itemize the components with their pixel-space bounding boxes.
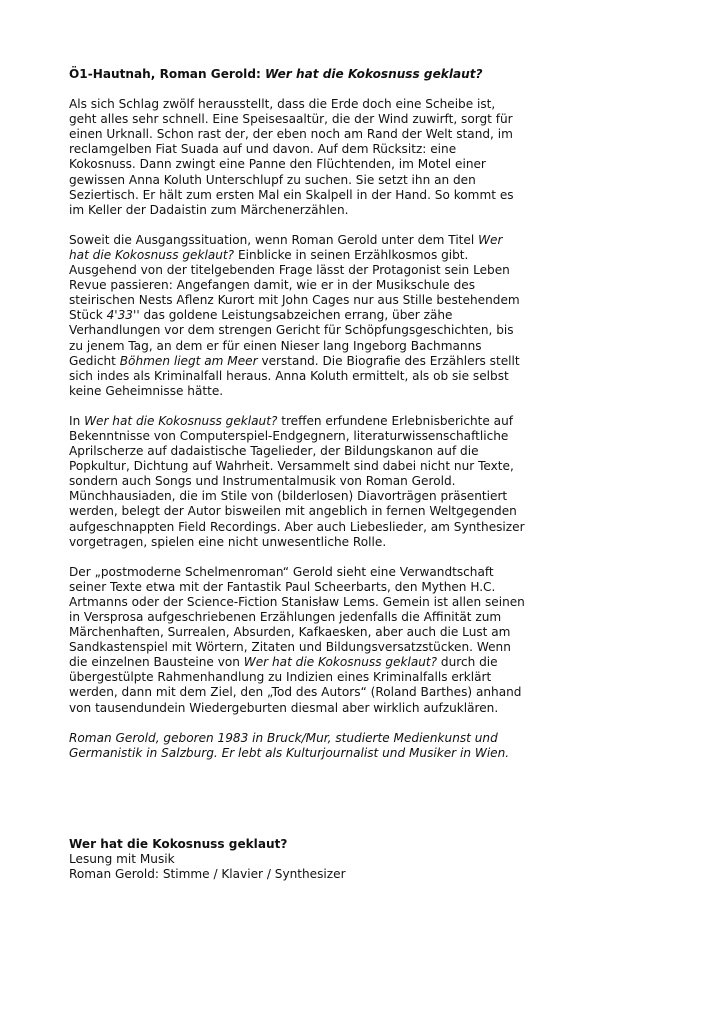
text-run: In [69,413,85,428]
italic-title: 4'33'' [106,308,140,323]
text-run: Der „postmoderne Schelmenroman“ Gerold sieht eine Verwandtschaft seiner Texte etwa mit der Fantastik Paul Scheerbarts, den Mythen H.C. Artmanns oder der Science-Fiction Stanisław Lems. Gemein ist allen seinen in Versprosa aufgeschriebenen Erzählungen jedenfalls die Affinität zum Märchenhaften, Surrealen, Absurden, Kafkaesken, aber auch die Lust am Sandkastenspiel mit Wörtern, Zitaten und Bildungsversatzstücken. Wenn die einzelnen Bausteine von [69,564,525,670]
paragraph-influences [69,565,525,716]
document-heading [69,67,525,82]
text-run: Soweit die Ausgangssituation, wenn Roman Gerold unter dem Titel [69,232,479,247]
heading-title: Wer hat die Kokosnuss geklaut? [265,67,483,81]
event-info [69,837,525,882]
event-credits: Roman Gerold: Stimme / Klavier / Synthesizer [69,867,346,882]
paragraph-situation [69,233,525,399]
text-run: das goldene Leistungsabzeichen errang, über zähe Verhandlungen vor dem strengen Gericht für Schöpfungsgeschichten, bis zu jenem Tag, an dem er für einen Nieser lang Ingeborg Bachmanns Gedicht [69,308,514,368]
italic-title: Wer hat die Kokosnuss geklaut? [69,232,503,262]
italic-title: Wer hat die Kokosnuss geklaut? [84,413,278,428]
italic-title: Böhmen liegt am Meer [119,353,258,368]
text-run: durch die übergestülpte Rahmenhandlung zu Indizien eines Kriminalfalls erklärt werden, dann mit dem Ziel, den „Tod des Autors“ (Roland Barthes) anhand von tausendundein Wiedergeburten diesmal aber wirklich aufzuklären. [69,655,522,715]
heading-prefix: Ö1-Hautnah, Roman Gerold: [69,67,266,81]
author-bio: Roman Gerold, geboren 1983 in Bruck/Mur, studierte Medienkunst und Germanistik in Salzburg. Er lebt als Kulturjournalist und Musiker in Wien. [69,730,510,760]
paragraph-intro: Als sich Schlag zwölf herausstellt, dass die Erde doch eine Scheibe ist, geht alles sehr schnell. Eine Speisesaaltür, die der Wind zuwirft, sorgt für einen Urknall. Schon rast der, der eben noch am Rand der Welt stand, im reclamgelben Fiat Suada auf und davon. Auf dem Rücksitz: eine Kokosnuss. Dann zwingt eine Panne den Flüchtenden, im Motel einer gewissen Anna Koluth Unterschlupf zu suchen. Sie setzt ihn an den Seziertisch. Er hält zum ersten Mal ein Skalpell in der Hand. So kommt es im Keller der Dadaistin zum Märchenerzählen. [69,97,514,217]
event-title: Wer hat die Kokosnuss geklaut? [69,837,288,851]
text-run: Einblicke in seinen Erzählkosmos gibt. Ausgehend von der titelgebenden Frage lässt der Protagonist sein Leben Revue passieren: Angefangen damit, wie er in der Musikschule des steirischen Nests Aflenz Kurort mit John Cages nur aus Stille bestehendem Stück [69,247,520,323]
text-run: treffen erfundene Erlebnisberichte auf Bekenntnisse von Computerspiel-Endgegnern, literaturwissenschaftliche Aprilscherze auf dadaistische Tagelieder, der Bildungskanon auf die Popkultur, Dichtung auf Wahrheit. Versammelt sind dabei nicht nur Texte, sondern auch Songs und Instrumentalmusik von Roman Gerold. Münchhausiaden, die im Stile von (bilderlosen) Diavorträgen präsentiert werden, belegt der Autor bisweilen mit angeblich in fernen Weltgegenden aufgeschnappten Field Recordings. Aber auch Liebeslieder, am Synthesizer vorgetragen, spielen eine nicht unwesentliche Rolle. [69,413,525,549]
paragraph-contents [69,414,525,550]
document-body [69,67,525,776]
text-run: verstand. Die Biografie des Erzählers stellt sich indes als Kriminalfall heraus. Anna Koluth ermittelt, als ob sie selbst keine Geheimnisse hätte. [69,353,520,398]
italic-title: Wer hat die Kokosnuss geklaut? [243,655,438,670]
event-subtitle: Lesung mit Musik [69,852,175,867]
